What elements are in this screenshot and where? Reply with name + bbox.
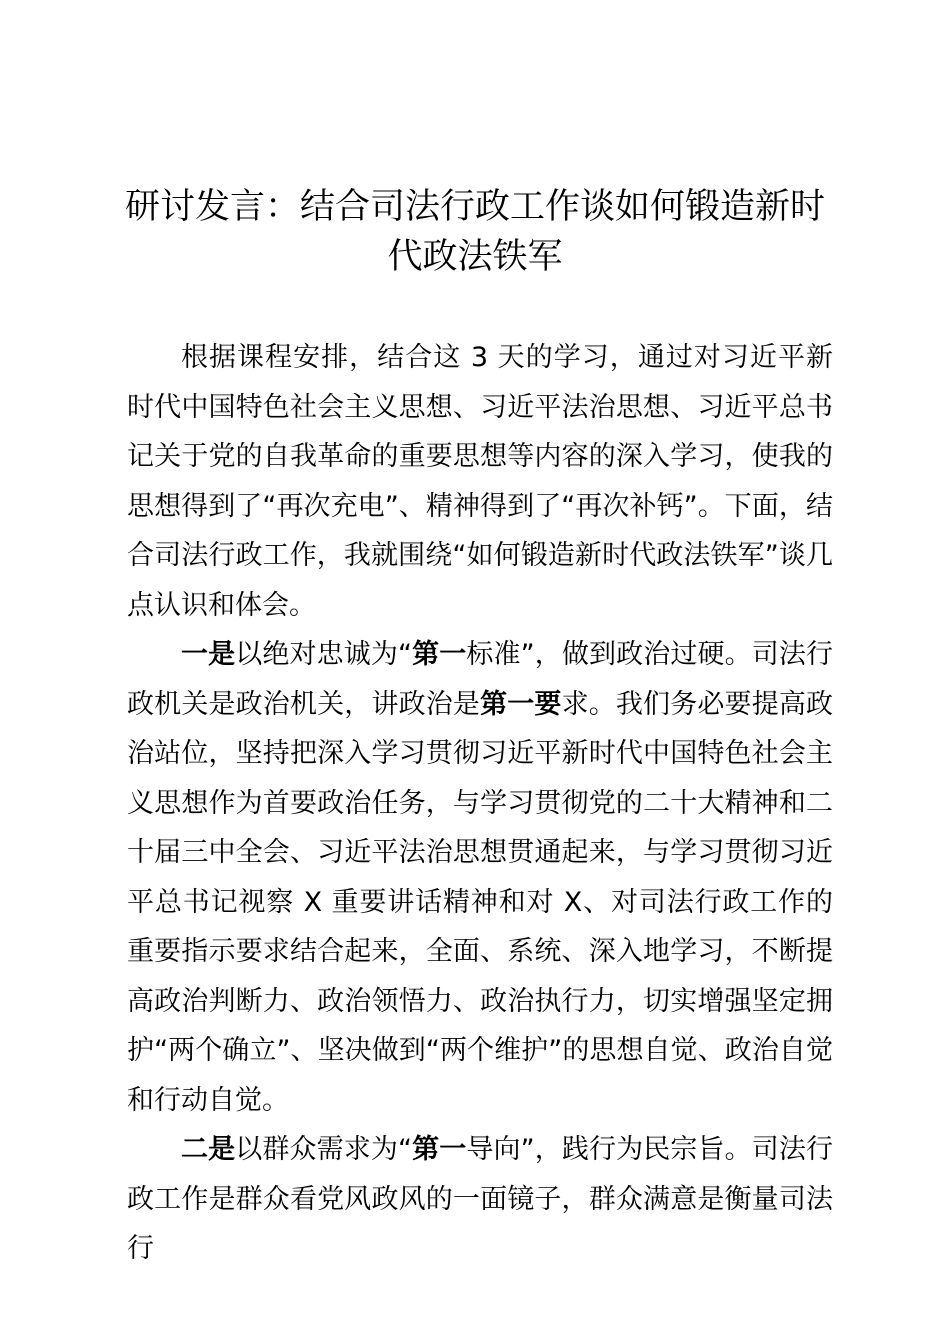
emphasis-text: 第一: [412, 639, 467, 670]
paragraph-text: 以群众需求为“: [235, 1134, 412, 1165]
paragraph-text: 导向”，践行为民宗旨。司法行政工作是群众看党风政风的一面镜子，群众满意是衡量司法行: [127, 1134, 833, 1264]
paragraph-text: 根据课程安排，结合这 3 天的学习，通过对习近平新时代中国特色社会主义思想、习近平法治思想、习近平总书记关于党的自我革命的重要思想等内容的深入学习，使我的思想得到了“再次充电”、精神得到了“再次补钙”。下面，结合司法行政工作，我就围绕“如何锻造新时代政法铁军”谈几点认识和体会。: [127, 342, 833, 621]
point-label: 一是: [181, 639, 236, 670]
point-label: 二是: [181, 1134, 236, 1165]
paragraph-point-one: [127, 630, 833, 1125]
emphasis-text: 第一要: [480, 688, 562, 720]
document-title: 研讨发言：结合司法行政工作谈如何锻造新时代政法铁军: [124, 187, 825, 277]
document-body: [127, 333, 833, 1274]
paragraph-text: 求。我们务必要提高政治站位，坚持把深入学习贯彻习近平新时代中国特色社会主义思想作为首要政治任务，与学习贯彻党的二十大精神和二十届三中全会、习近平法治思想贯通起来，与学习贯彻习近平总书记视察 X 重要讲话精神和对 X、对司法行政工作的重要指示要求结合起来，全面、系统、深入地学习，不断提高政治判断力、政治领悟力、政治执行力，切实增强坚定拥护“两个确立”、坚决做到“两个维护”的思想自觉、政治自觉和行动自觉。: [127, 688, 834, 1116]
paragraph-intro: [127, 333, 833, 630]
paragraph-text: 以绝对忠诚为“: [235, 639, 412, 670]
paragraph-point-two: [127, 1125, 833, 1274]
paragraph-text: 标准”，做到政治过硬。司法行政机关是政治机关，讲政治是: [127, 639, 833, 720]
emphasis-text: 第一: [412, 1134, 467, 1165]
